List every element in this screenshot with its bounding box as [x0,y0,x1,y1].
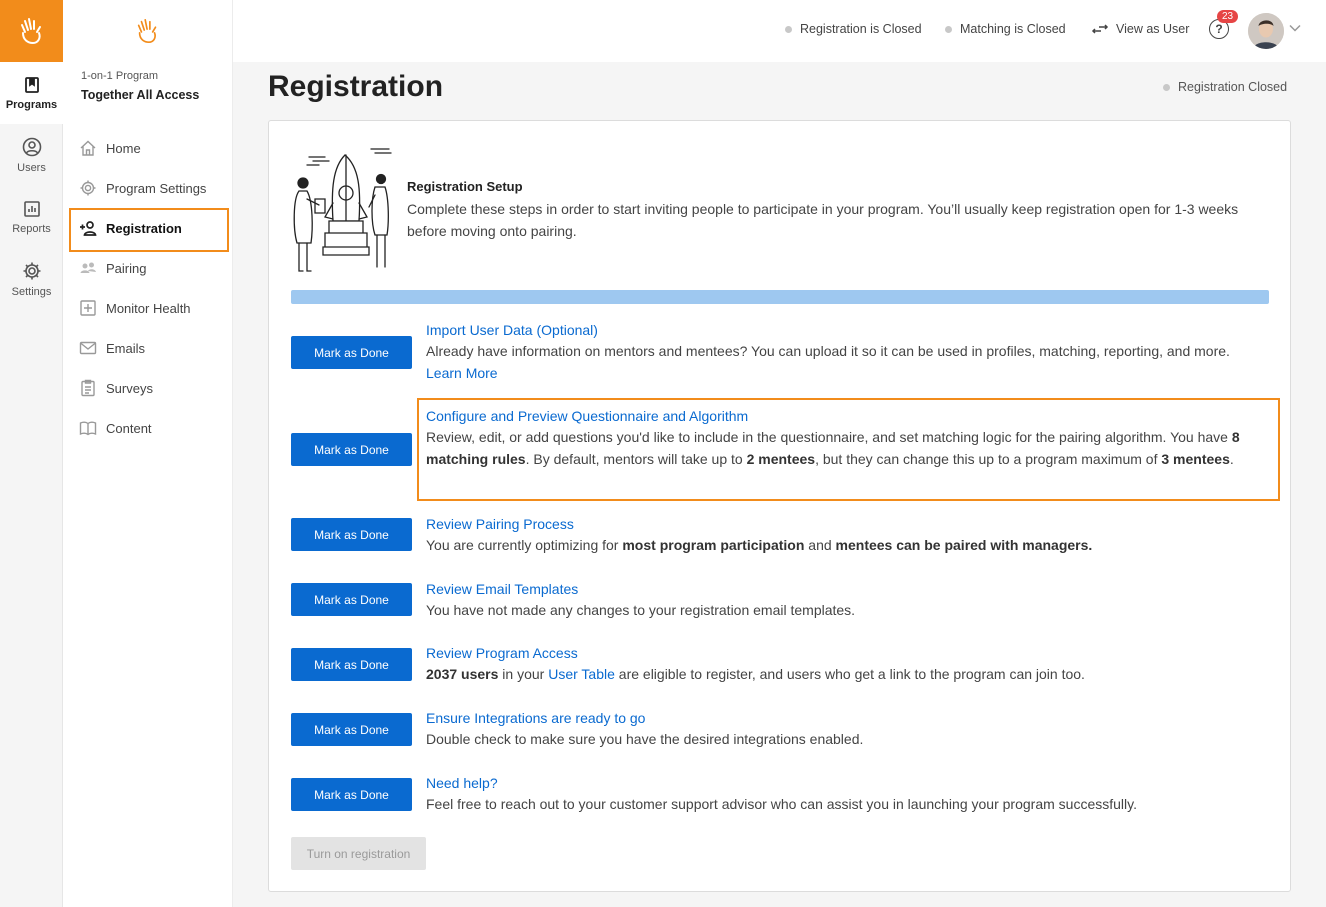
chevron-down-icon[interactable] [1289,24,1301,32]
rail-item-reports[interactable] [0,186,63,248]
nav-label: Pairing [106,260,147,276]
nav-label: Monitor Health [106,300,191,316]
mark-as-done-button[interactable]: Mark as Done [291,778,412,811]
user-table-link[interactable]: User Table [548,666,615,682]
book-icon [23,76,41,94]
page-status-label: Registration Closed [1178,80,1288,94]
view-as-user-button[interactable] [1091,22,1189,36]
nav-label: Home [106,140,141,156]
max-mentees: 3 mentees [1161,450,1230,467]
step-body [426,514,1276,557]
swap-arrows-icon [1091,23,1109,35]
step-text: Review, edit, or add questions you'd like to include in the questionnaire, and set matching logic for the pairing algorithm. You have [426,429,1232,445]
step-title-link[interactable]: Review Pairing Process [426,516,574,532]
step-body [426,643,1276,686]
clipboard-icon [79,379,97,397]
envelope-icon [79,339,97,357]
nav-label: Emails [106,340,146,356]
nav-item-program-settings[interactable] [63,168,232,208]
step-body [426,320,1276,384]
program-name: Together All Access [81,88,200,102]
brand-logo[interactable] [0,0,63,62]
rail-label: Settings [11,285,52,298]
step-title-link[interactable]: Need help? [426,775,498,791]
top-bar [233,0,1326,62]
mark-as-done-button[interactable]: Mark as Done [291,648,412,681]
matching-rules-count: 8 matching rules [426,429,1240,467]
nav-label: Program Settings [106,180,207,196]
rail-item-programs[interactable] [0,62,63,124]
step-title-link[interactable]: Import User Data (Optional) [426,322,598,338]
step-body [426,579,1276,622]
nav-item-surveys[interactable] [63,368,232,408]
setup-progress-bar [291,290,1269,304]
waving-hand-icon [17,16,47,46]
help-icon[interactable]: ? [1209,19,1229,39]
nav-label: Surveys [106,380,153,396]
step-body [426,406,1276,470]
step-description: Double check to make sure you have the desired integrations enabled. [426,731,864,747]
nav-item-content[interactable] [63,408,232,448]
default-mentees: 2 mentees [746,450,816,467]
program-logo [63,0,232,62]
status-dot [1163,84,1170,91]
gear-icon [79,179,97,197]
view-as-user-label: View as User [1116,22,1190,36]
rail-label: Programs [5,98,58,111]
pairing-rule: mentees can be paired with managers. [835,537,1093,553]
user-circle-icon [22,137,42,157]
people-icon [79,259,97,277]
step-description: You have not made any changes to your registration email templates. [426,602,856,618]
plus-box-icon [79,299,97,317]
step-text: , but they can change this up to a program maximum of [815,450,1162,467]
mark-as-done-button[interactable]: Mark as Done [291,583,412,616]
mark-as-done-button[interactable]: Mark as Done [291,433,412,466]
rail-label: Reports [12,222,51,235]
eligible-users-count: 2037 users [426,666,499,682]
matching-status [945,22,1066,36]
step-body [426,708,1276,751]
matching-status-label: Matching is Closed [960,22,1066,36]
step-body [426,773,1276,816]
nav-list [63,128,232,448]
mark-as-done-button[interactable]: Mark as Done [291,336,412,369]
registration-setup-card [268,120,1291,892]
home-icon [79,139,97,157]
setup-description: Complete these steps in order to start inviting people to participate in your program. You’ll usually keep registration open for 1-3 weeks before moving onto pairing. [407,201,1239,239]
rail-label: Users [17,161,46,174]
rail-item-users[interactable] [0,124,63,186]
step-title-link[interactable]: Review Program Access [426,645,578,661]
step-title-link[interactable]: Ensure Integrations are ready to go [426,710,646,726]
registration-status [785,22,922,36]
step-description [426,664,1276,686]
step-description [426,427,1276,470]
step-text: You are currently optimizing for [426,537,623,553]
step-title-link[interactable]: Configure and Preview Questionnaire and Algorithm [426,408,749,424]
step-text: . [1229,450,1234,467]
program-nav [63,0,233,907]
chart-icon [23,200,41,218]
setup-title: Registration Setup [407,179,523,194]
step-text: in your [498,666,549,682]
step-title-link[interactable]: Review Email Templates [426,581,579,597]
nav-item-emails[interactable] [63,328,232,368]
nav-label: Content [106,420,152,436]
step-text: are eligible to register, and users who get a link to the program can join too. [614,666,1085,682]
turn-on-registration-button[interactable]: Turn on registration [291,837,426,870]
step-description [426,535,1276,557]
nav-item-monitor-health[interactable] [63,288,232,328]
nav-item-home[interactable] [63,128,232,168]
registration-status-label: Registration is Closed [800,22,922,36]
optimization-goal: most program participation [622,537,805,553]
rocket-illustration [289,143,397,275]
step-text: . By default, mentors will take up to [525,450,747,467]
page-status [1163,80,1287,94]
notification-badge: 23 [1217,10,1238,23]
waving-hand-icon [134,17,162,45]
icon-rail [0,0,63,907]
user-portrait-icon [1248,13,1284,49]
step-text: Already have information on mentors and mentees? You can upload it so it can be used in profiles, matching, reporting, and more. [426,343,1230,359]
mark-as-done-button[interactable]: Mark as Done [291,518,412,551]
step-text: and [804,537,836,553]
rail-item-settings[interactable] [0,248,63,310]
gear-icon [22,261,42,281]
status-dot [785,26,792,33]
page-title: Registration [268,70,444,103]
learn-more-link[interactable]: Learn More [426,364,498,381]
avatar[interactable] [1248,13,1284,49]
status-dot [945,26,952,33]
step-description [426,341,1276,384]
program-type: 1-on-1 Program [81,70,159,82]
add-user-icon [79,219,97,237]
nav-label: Registration [106,220,182,236]
mark-as-done-button[interactable]: Mark as Done [291,713,412,746]
open-book-icon [79,419,97,437]
nav-item-pairing[interactable] [63,248,232,288]
nav-item-registration[interactable] [63,208,232,248]
step-description: Feel free to reach out to your customer support advisor who can assist you in launching your program successfully. [426,796,1137,812]
